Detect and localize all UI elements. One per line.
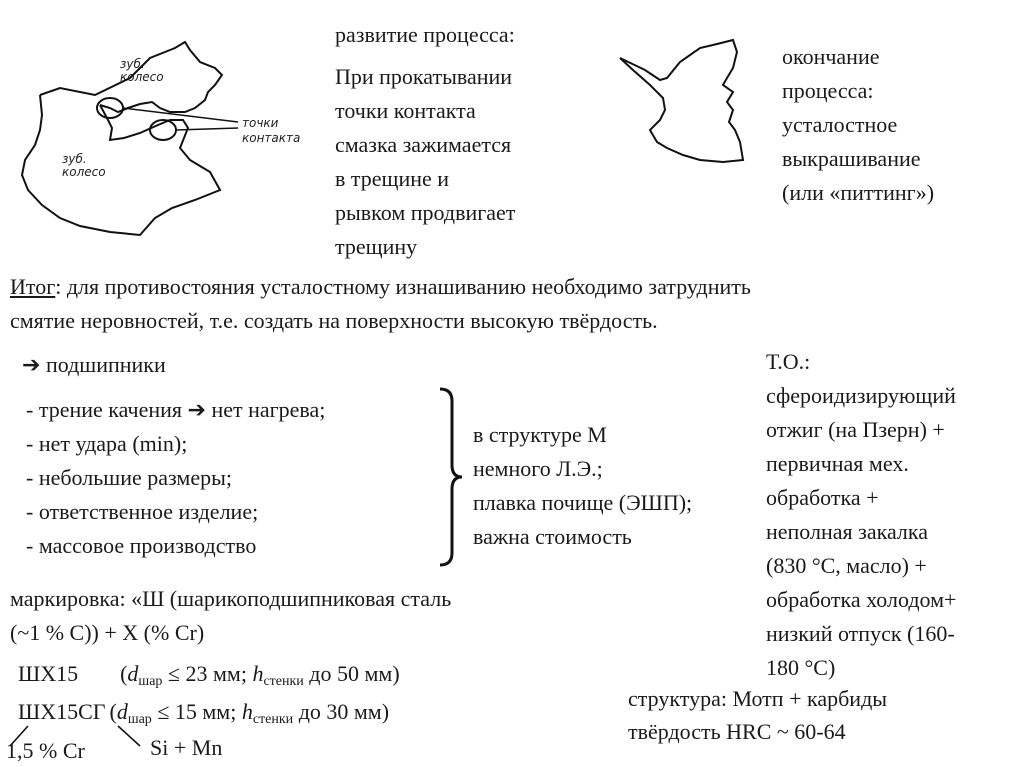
right-brace	[436, 385, 466, 570]
arrow-right-icon: ➔	[22, 352, 41, 377]
bearings-list	[26, 393, 325, 563]
grade-shkh15sg: ШХ15СГ ($d_{шар} \le 15$ мм; $h_{стенки}$ до 30 мм)	[18, 699, 390, 727]
process-end-text: окончание процесса: усталостное выкрашивание (или «питтинг»)	[782, 44, 935, 205]
cr-annotation: 1,5 % Cr	[6, 738, 85, 763]
list-item: - небольшие размеры;	[26, 465, 232, 490]
bearings-title: ➔ подшипники	[22, 352, 166, 377]
grade-name: ШХ15	[18, 661, 79, 686]
process-dev-heading: развитие процесса:	[335, 22, 515, 47]
heat-treatment-text: Т.О.: сфероидизирующий отжиг (на Пзерн) + первичная мех. обработка + неполная закалка (830 °С, масло) + обработка холодом+ низкий отпуск (160- 180 °С)	[766, 349, 957, 680]
grade-shkh15: ШХ15 ($d_{шар} \le 23$ мм; $h_{стенки}$ до 50 мм)	[18, 661, 400, 689]
list-item: - нет удара (min);	[26, 431, 188, 456]
pitting-outline	[620, 40, 743, 162]
requirements-text: в структуре М немного Л.Э.; плавка почище (ЭШП); важна стоимость	[473, 422, 693, 549]
marking-text: маркировка: «Ш (шарикоподшипниковая сталь (~1 % С)) + Х (% Cr)	[10, 586, 452, 645]
summary: Итог: для противостояния усталостному изнашиванию необходимо затруднить смятие неровностей, т.е. создать на поверхности высокую твёрдость.	[10, 274, 751, 333]
list-item: - трение качения ➔ нет нагрева;	[26, 397, 326, 422]
structure-text: структура: Мотп + карбиды твёрдость HRC ~ 60-64	[628, 686, 888, 744]
simn-annotation: Si + Mn	[150, 735, 223, 760]
process-dev-text: При прокатывании точки контакта смазка зажимается в трещине и рывком продвигает трещину	[335, 64, 516, 259]
grade-name: ШХ15СГ	[18, 699, 106, 724]
label-contact-points: точки контакта	[242, 116, 301, 145]
summary-label: Итог	[10, 274, 56, 299]
label-wheel-top: зуб. колесо	[120, 57, 164, 84]
pitting-sketch	[605, 30, 785, 170]
leader-line-2	[176, 128, 238, 130]
list-item: - массовое производство	[26, 533, 257, 558]
label-wheel-bottom: зуб. колесо	[62, 152, 106, 179]
list-item: - ответственное изделие;	[26, 499, 259, 524]
